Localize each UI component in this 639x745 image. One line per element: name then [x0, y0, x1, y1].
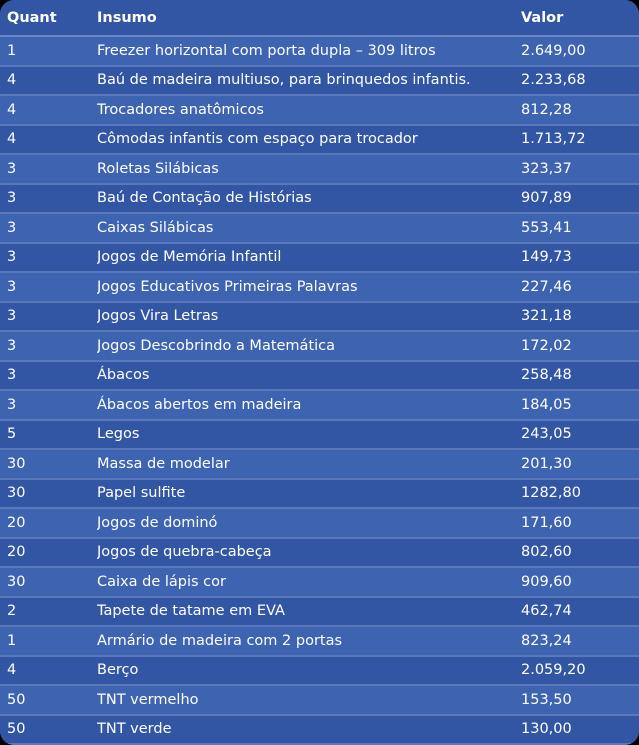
table-row [0, 302, 639, 332]
cell-valor: 909,60 [521, 567, 639, 597]
cell-valor: 907,89 [521, 184, 639, 214]
cell-quant: 30 [0, 567, 97, 597]
cell-insumo: Papel sulfite [97, 479, 521, 509]
cell-insumo: Tapete de tatame em EVA [97, 597, 521, 627]
table-row [0, 656, 639, 686]
cell-valor: 1282,80 [521, 479, 639, 509]
table-row [0, 390, 639, 420]
cell-valor: 153,50 [521, 685, 639, 715]
cell-insumo: Caixas Silábicas [97, 213, 521, 243]
cell-quant: 1 [0, 36, 97, 66]
cell-insumo: Berço [97, 656, 521, 686]
table-body [0, 36, 639, 744]
cell-quant: 4 [0, 125, 97, 155]
header-quant: Quant [0, 0, 97, 36]
cell-insumo: TNT verde [97, 715, 521, 745]
cell-insumo: Jogos Educativos Primeiras Palavras [97, 272, 521, 302]
cell-valor: 2.233,68 [521, 66, 639, 96]
cell-valor: 171,60 [521, 508, 639, 538]
cell-valor: 184,05 [521, 390, 639, 420]
cell-quant: 30 [0, 479, 97, 509]
table-row [0, 66, 639, 96]
cell-valor: 149,73 [521, 243, 639, 273]
cell-quant: 30 [0, 449, 97, 479]
cell-quant: 2 [0, 597, 97, 627]
cell-quant: 4 [0, 66, 97, 96]
cell-valor: 201,30 [521, 449, 639, 479]
cell-valor: 823,24 [521, 626, 639, 656]
cell-quant: 3 [0, 331, 97, 361]
table-row [0, 36, 639, 66]
cell-insumo: Jogos de quebra-cabeça [97, 538, 521, 568]
cell-valor: 130,00 [521, 715, 639, 745]
table-row [0, 597, 639, 627]
cell-quant: 3 [0, 243, 97, 273]
table-row [0, 331, 639, 361]
table-row [0, 626, 639, 656]
cell-valor: 2.059,20 [521, 656, 639, 686]
cell-valor: 323,37 [521, 154, 639, 184]
cell-valor: 802,60 [521, 538, 639, 568]
cell-insumo: Cômodas infantis com espaço para trocador [97, 125, 521, 155]
table-row [0, 272, 639, 302]
table-header-row [0, 0, 639, 36]
cell-quant: 1 [0, 626, 97, 656]
cell-quant: 3 [0, 213, 97, 243]
table-row [0, 715, 639, 745]
cell-valor: 812,28 [521, 95, 639, 125]
cell-quant: 3 [0, 184, 97, 214]
table-row [0, 125, 639, 155]
cell-insumo: Roletas Silábicas [97, 154, 521, 184]
table-row [0, 685, 639, 715]
cell-insumo: Baú de Contação de Histórias [97, 184, 521, 214]
cell-insumo: Baú de madeira multiuso, para brinquedos infantis. [97, 66, 521, 96]
table-row [0, 508, 639, 538]
cell-valor: 553,41 [521, 213, 639, 243]
cell-quant: 20 [0, 508, 97, 538]
cell-insumo: Ábacos abertos em madeira [97, 390, 521, 420]
cell-quant: 50 [0, 715, 97, 745]
cell-valor: 321,18 [521, 302, 639, 332]
cell-valor: 462,74 [521, 597, 639, 627]
cell-quant: 5 [0, 420, 97, 450]
table-row [0, 361, 639, 391]
cell-insumo: Ábacos [97, 361, 521, 391]
cell-quant: 20 [0, 538, 97, 568]
cell-insumo: Jogos de dominó [97, 508, 521, 538]
cell-quant: 3 [0, 361, 97, 391]
cell-insumo: Jogos Descobrindo a Matemática [97, 331, 521, 361]
table-row [0, 95, 639, 125]
cell-quant: 3 [0, 390, 97, 420]
table-row [0, 243, 639, 273]
table-row [0, 449, 639, 479]
cell-quant: 4 [0, 95, 97, 125]
cell-insumo: Legos [97, 420, 521, 450]
cell-quant: 3 [0, 272, 97, 302]
cell-insumo: Freezer horizontal com porta dupla – 309 litros [97, 36, 521, 66]
cell-valor: 172,02 [521, 331, 639, 361]
table-row [0, 567, 639, 597]
cell-valor: 258,48 [521, 361, 639, 391]
cell-quant: 3 [0, 302, 97, 332]
cell-valor: 2.649,00 [521, 36, 639, 66]
table-row [0, 479, 639, 509]
table-row [0, 213, 639, 243]
cell-insumo: Armário de madeira com 2 portas [97, 626, 521, 656]
cell-valor: 227,46 [521, 272, 639, 302]
cell-insumo: Jogos Vira Letras [97, 302, 521, 332]
cell-insumo: Jogos de Memória Infantil [97, 243, 521, 273]
cell-valor: 243,05 [521, 420, 639, 450]
cell-insumo: Caixa de lápis cor [97, 567, 521, 597]
cell-insumo: Massa de modelar [97, 449, 521, 479]
table-row [0, 420, 639, 450]
header-insumo: Insumo [97, 0, 521, 36]
table-row [0, 184, 639, 214]
cell-quant: 3 [0, 154, 97, 184]
header-valor: Valor [521, 0, 639, 36]
cell-insumo: TNT vermelho [97, 685, 521, 715]
cell-quant: 4 [0, 656, 97, 686]
table-row [0, 538, 639, 568]
cell-insumo: Trocadores anatômicos [97, 95, 521, 125]
cell-quant: 50 [0, 685, 97, 715]
cell-valor: 1.713,72 [521, 125, 639, 155]
table-row [0, 154, 639, 184]
